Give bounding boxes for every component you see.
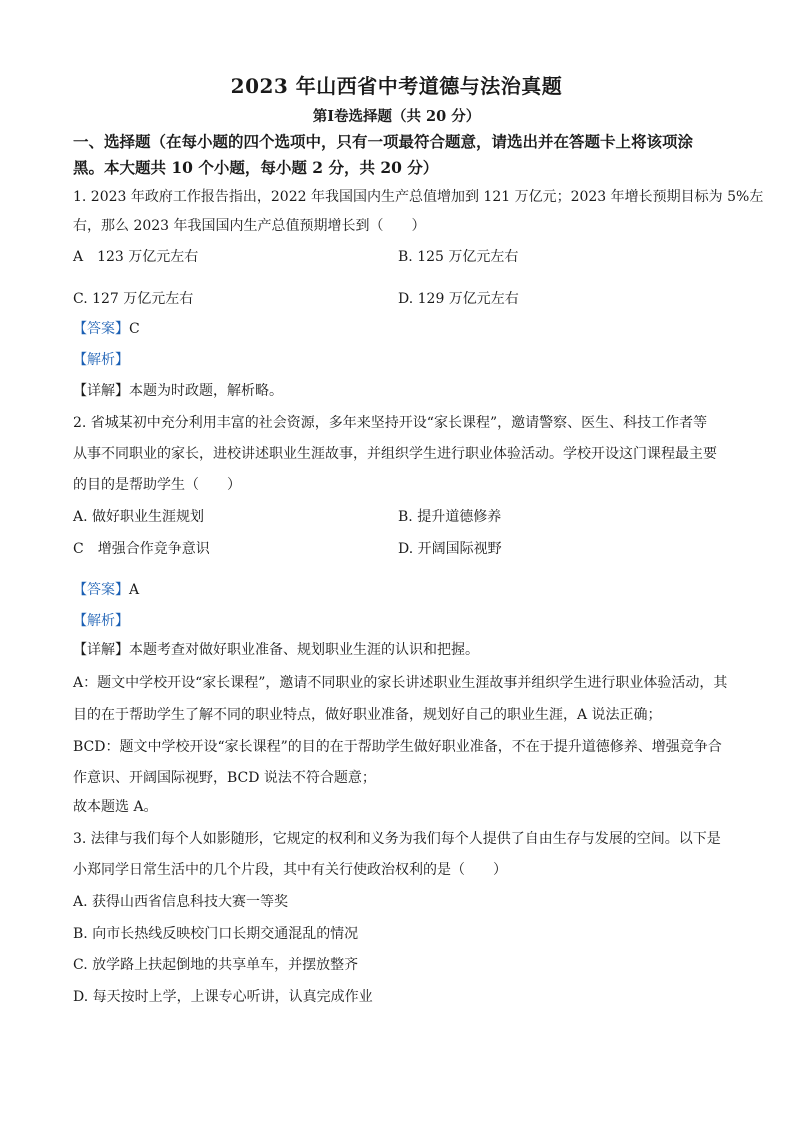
answer-value: C bbox=[129, 321, 140, 337]
q2-explanation-line-1: A：题文中学校开设“家长课程”，邀请不同职业的家长讲述职业生涯故事并组织学生进行职业体验活动，其 bbox=[73, 675, 728, 691]
q1-option-c: C. 127 万亿元左右 bbox=[73, 291, 194, 307]
q3-option-d: D. 每天按时上学，上课专心听讲，认真完成作业 bbox=[73, 989, 373, 1005]
q1-analysis-tag: 【解析】 bbox=[73, 352, 129, 368]
q2-stem-line-1: 2. 省城某初中充分利用丰富的社会资源，多年来坚持开设“家长课程”，邀请警察、医生、科技工作者等 bbox=[73, 415, 708, 431]
answer-tag: 【答案】 bbox=[73, 582, 129, 598]
q2-option-b: B. 提升道德修养 bbox=[398, 509, 502, 525]
q3-option-b: B. 向市长热线反映校门口长期交通混乱的情况 bbox=[73, 926, 359, 942]
q2-stem-line-2: 从事不同职业的家长，进校讲述职业生涯故事，并组织学生进行职业体验活动。学校开设这门课程最主要 bbox=[73, 446, 717, 462]
q3-stem-line-1: 3. 法律与我们每个人如影随形，它规定的权利和义务为我们每个人提供了自由生存与发展的空间。以下是 bbox=[73, 831, 721, 847]
q1-stem-line-2: 右，那么 2023 年我国国内生产总值预期增长到（ ） bbox=[73, 218, 426, 234]
q2-explanation-line-2: 目的在于帮助学生了解不同的职业特点，做好职业准备，规划好自己的职业生涯，A 说法正确； bbox=[73, 707, 662, 723]
q2-stem-line-3: 的目的是帮助学生（ ） bbox=[73, 477, 241, 493]
q2-option-a: A. 做好职业生涯规划 bbox=[73, 509, 205, 525]
section-heading-line-1: 一、选择题（在每小题的四个选项中，只有一项最符合题意，请选出并在答题卡上将该项涂 bbox=[73, 132, 694, 151]
q2-answer bbox=[73, 579, 139, 599]
q3-stem-line-2: 小郑同学日常生活中的几个片段，其中有关行使政治权利的是（ ） bbox=[73, 862, 507, 878]
answer-value: A bbox=[129, 582, 140, 598]
page-title: 2023 年山西省中考道德与法治真题 bbox=[230, 74, 563, 98]
answer-tag: 【答案】 bbox=[73, 321, 129, 337]
q1-option-a: A 123 万亿元左右 bbox=[73, 249, 199, 265]
q2-explanation-line-3: BCD：题文中学校开设“家长课程”的目的在于帮助学生做好职业准备，不在于提升道德修养、增强竞争合 bbox=[73, 739, 722, 755]
section-heading-line-2: 黑。本大题共 10 个小题，每小题 2 分，共 20 分） bbox=[73, 158, 439, 177]
q2-explanation-line-5: 故本题选 A。 bbox=[73, 799, 158, 815]
q3-option-a: A. 获得山西省信息科技大赛一等奖 bbox=[73, 894, 289, 910]
q2-detail: 【详解】本题考查对做好职业准备、规划职业生涯的认识和把握。 bbox=[73, 642, 479, 658]
q2-option-c: C 增强合作竞争意识 bbox=[73, 541, 210, 557]
q1-stem-line-1: 1. 2023 年政府工作报告指出，2022 年我国国内生产总值增加到 121 万亿元；2023 年增长预期目标为 5%左 bbox=[73, 189, 764, 205]
q1-option-d: D. 129 万亿元左右 bbox=[398, 291, 519, 307]
q2-explanation-line-4: 作意识、开阔国际视野，BCD 说法不符合题意； bbox=[73, 770, 376, 786]
q1-answer bbox=[73, 318, 140, 338]
q3-option-c: C. 放学路上扶起倒地的共享单车，并摆放整齐 bbox=[73, 957, 359, 973]
q2-option-d: D. 开阔国际视野 bbox=[398, 541, 502, 557]
q1-detail: 【详解】本题为时政题，解析略。 bbox=[73, 383, 283, 399]
q1-option-b: B. 125 万亿元左右 bbox=[398, 249, 519, 265]
section-subtitle: 第Ⅰ卷选择题（共 20 分） bbox=[312, 108, 481, 125]
q2-analysis-tag: 【解析】 bbox=[73, 613, 129, 629]
